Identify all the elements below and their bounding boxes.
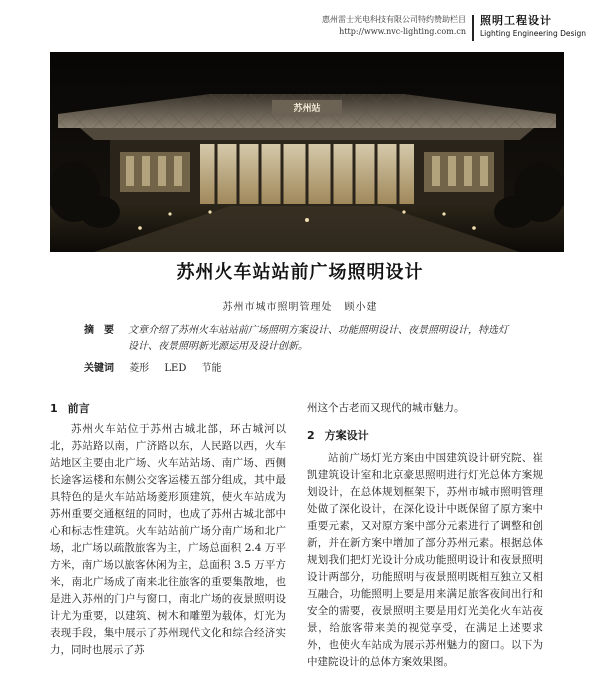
header-meta [300,14,466,38]
author-organization: 苏州市城市照明管理处 [222,302,333,313]
keyword: 菱形 [129,363,150,374]
header-divider [472,15,474,41]
station-illustration [50,52,564,252]
header-url[interactable]: http://www.nvc-lighting.com.cn [339,27,466,36]
abstract-text: 文章介绍了苏州火车站站前广场照明方案设计、功能照明设计、夜景照明设计，特选灯设计、夜景照明新光源运用及设计创新。 [128,325,508,352]
intro-paragraph-continued: 州这个古老而又现代的城市魅力。 [307,402,465,414]
byline [0,298,600,313]
section-heading-intro [50,400,286,417]
keyword: 节能 [201,363,222,374]
intro-paragraph: 苏州火车站位于苏州古城北部，环古城河以北，苏站路以南，广济路以东，人民路以西，火车站地区主要由北广场、火车站站场、南广场、西侧长途客运楼和东侧公交客运楼五部分组成，其中最具特色的是火车站站场菱形顶建筑，使火车站成为苏州重要交通枢纽的同时，也成了苏州古城北部中心和标志性建筑。火车站站前广场分南广场和北广场，北广场以疏散旅客为主，广场总面积 2.4 万平方米，南广场以旅客休闲为主，总面积 3.5 万平方米，南北广场成了南来北往旅客的重要集散地，也是进入苏州的门户与窗口，南北广场的夜景照明设计尤为重要，以建筑、树木和雕塑为载体，灯光为表现手段，集中展示了苏州现代文化和综合经济实力，同时也展示了苏 [50,423,286,656]
abstract-label: 摘 要 [84,325,114,336]
section-heading-design [307,427,543,444]
column-left [50,400,286,659]
keyword: LED [164,363,187,374]
section-number: 1 [50,402,58,415]
section-title-cn: 照明工程设计 [480,14,552,27]
abstract [84,323,514,355]
section-title: 前言 [67,402,90,415]
column-right [307,400,543,671]
station-night-photo [50,52,564,252]
keywords [84,362,222,376]
section-title-en: Lighting Engineering Design [480,29,586,38]
design-paragraph: 站前广场灯光方案由中国建筑设计研究院、崔凯建筑设计室和北京豪思照明进行灯光总体方案规划设计，在总体规划框架下，苏州市城市照明管理处做了深化设计，在深化设计中既保留了原方案中重要元素，又对原方案中部分元素进行了调整和创新，并在新方案中增加了部分苏州元素。根据总体规划我们把灯光设计分成功能照明设计和夜景照明设计两部分，功能照明与夜景照明既相互独立又相互融合，功能照明上要是用来满足旅客夜间出行和安全的需要，夜景照明主要是用灯光美化火车站夜景，给旅客带来美的视觉享受，在满足上述要求外，也使火车站成为展示苏州魅力的窗口。以下为中建院设计的总体方案效果图。 [307,452,543,668]
article-title: 苏州火车站站前广场照明设计 [176,262,424,283]
section-number: 2 [307,429,315,442]
header-company: 惠州雷士光电科技有限公司特约赞助栏目 [322,15,466,24]
section-title: 方案设计 [324,429,369,442]
header-section [480,14,592,39]
station-sign: 苏州站 [293,104,321,114]
author-name: 顾小建 [344,302,378,313]
keywords-label: 关键词 [84,363,114,374]
